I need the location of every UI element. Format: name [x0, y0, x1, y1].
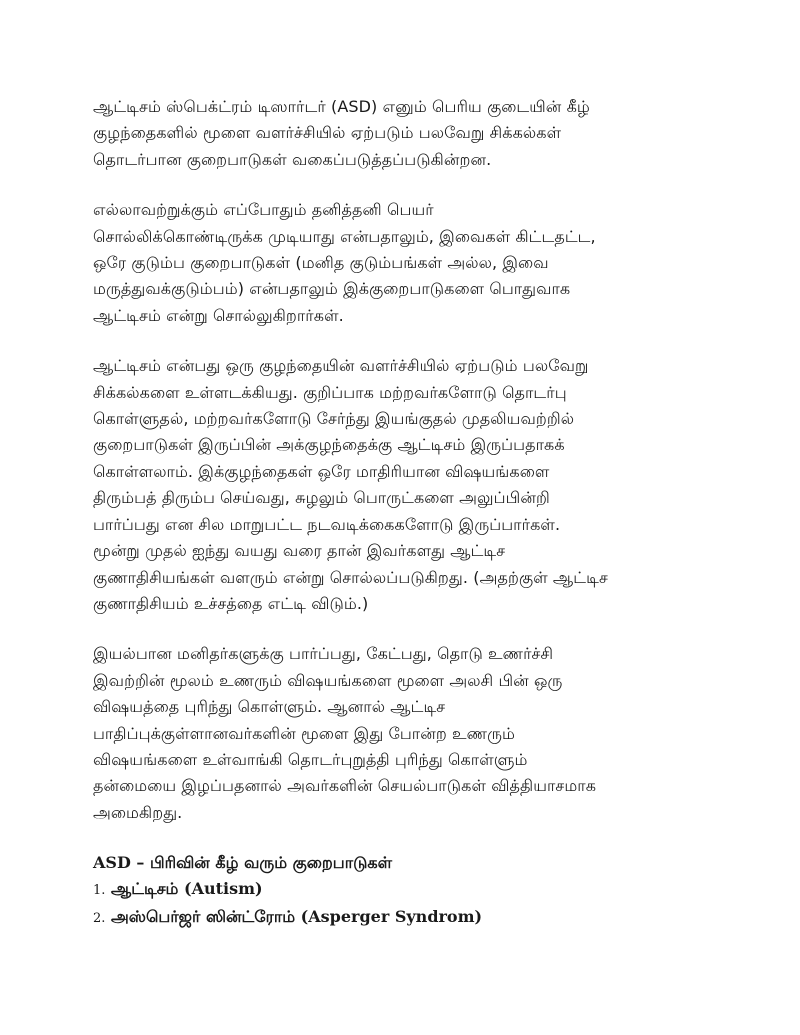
paragraph-line: பார்ப்பது என சில மாறுபட்ட நடவடிக்கைகளோடு இருப்பார்கள்.: [93, 514, 561, 534]
paragraph-line: அமைகிறது.: [93, 802, 183, 822]
list-item-label: அஸ்பெர்ஜர் ஸின்ட்ரோம் (Asperger Syndrom): [110, 907, 483, 927]
list-item: [93, 904, 693, 932]
paragraph-2: [93, 197, 693, 329]
list-item: [93, 876, 693, 904]
section-heading: ASD – பிரிவின் கீழ் வரும் குறைபாடுகள்: [93, 853, 393, 873]
paragraph-line: குணாதிசியம் உச்சத்தை எட்டி விடும்.): [93, 593, 369, 613]
paragraph-3: [93, 353, 693, 617]
paragraph-line: தொடர்பான குறைபாடுகள் வகைப்படுத்தப்படுகின்றன.: [93, 149, 492, 169]
paragraph-line: ஆட்டிசம் என்பது ஒரு குழந்தையின் வளர்ச்சியில் ஏற்படும் பலவேறு: [93, 356, 589, 376]
paragraph-line: திரும்பத் திரும்ப செய்வது, சுழலும் பொருட்களை அலுப்பின்றி: [93, 488, 550, 508]
list-item-number: 2.: [93, 911, 106, 927]
paragraph-line: மருத்துவக்குடும்பம்) என்பதாலும் இக்குறைபாடுகளை பொதுவாக: [93, 279, 571, 299]
paragraph-line: கொள்ளுதல், மற்றவர்களோடு சேர்ந்து இயங்குதல் முதலியவற்றில்: [93, 409, 575, 429]
paragraph-line: பாதிப்புக்குள்ளானவர்களின் மூளை இது போன்ற உணரும்: [93, 723, 515, 743]
paragraph-line: குறைபாடுகள் இருப்பின் அக்குழந்தைக்கு ஆட்டிசம் இருப்பதாகக்: [93, 435, 565, 455]
disorder-list: [93, 876, 693, 932]
asd-section: [93, 850, 693, 932]
paragraph-line: இயல்பான மனிதர்களுக்கு பார்ப்பது, கேட்பது, தொடு உணர்ச்சி: [93, 644, 554, 664]
paragraph-line: தன்மையை இழப்பதனால் அவர்களின் செயல்பாடுகள் வித்தியாசமாக: [93, 776, 597, 796]
list-item-number: 1.: [93, 883, 106, 899]
list-item-label: ஆட்டிசம் (Autism): [110, 879, 263, 899]
paragraph-line: சிக்கல்களை உள்ளடக்கியது. குறிப்பாக மற்றவர்களோடு தொடர்பு: [93, 382, 567, 402]
paragraph-1: [93, 94, 693, 173]
paragraph-line: மூன்று முதல் ஐந்து வயது வரை தான் இவர்களது ஆட்டிச: [93, 541, 506, 561]
paragraph-line: விஷயங்களை உள்வாங்கி தொடர்புறுத்தி புரிந்து கொள்ளும்: [93, 749, 528, 769]
paragraph-line: ஆட்டிசம் என்று சொல்லுகிறார்கள்.: [93, 305, 344, 325]
paragraph-line: குழந்தைகளில் மூளை வளர்ச்சியில் ஏற்படும் பலவேறு சிக்கல்கள்: [93, 123, 562, 143]
paragraph-line: எல்லாவற்றுக்கும் எப்போதும் தனித்தனி பெயர்: [93, 200, 434, 220]
paragraph-line: ஆட்டிசம் ஸ்பெக்ட்ரம் டிஸார்டர் (ASD) எனும் பெரிய குடையின் கீழ்: [93, 97, 590, 116]
paragraph-line: இவற்றின் மூலம் உணரும் விஷயங்களை மூளை அலசி பின் ஒரு: [93, 670, 563, 690]
paragraph-line: சொல்லிக்கொண்டிருக்க முடியாது என்பதாலும், இவைகள் கிட்டதட்ட,: [93, 226, 596, 246]
paragraph-line: விஷயத்தை புரிந்து கொள்ளும். ஆனால் ஆட்டிச: [93, 697, 446, 717]
paragraph-line: ஒரே குடும்ப குறைபாடுகள் (மனித குடும்பங்கள் அல்ல, இவை: [93, 253, 549, 273]
paragraph-4: [93, 641, 693, 826]
document-page: [93, 94, 693, 932]
paragraph-line: குணாதிசியங்கள் வளரும் என்று சொல்லப்படுகிறது. (அதற்குள் ஆட்டிச: [93, 567, 608, 587]
paragraph-line: கொள்ளலாம். இக்குழந்தைகள் ஒரே மாதிரியான விஷயங்களை: [93, 461, 550, 481]
